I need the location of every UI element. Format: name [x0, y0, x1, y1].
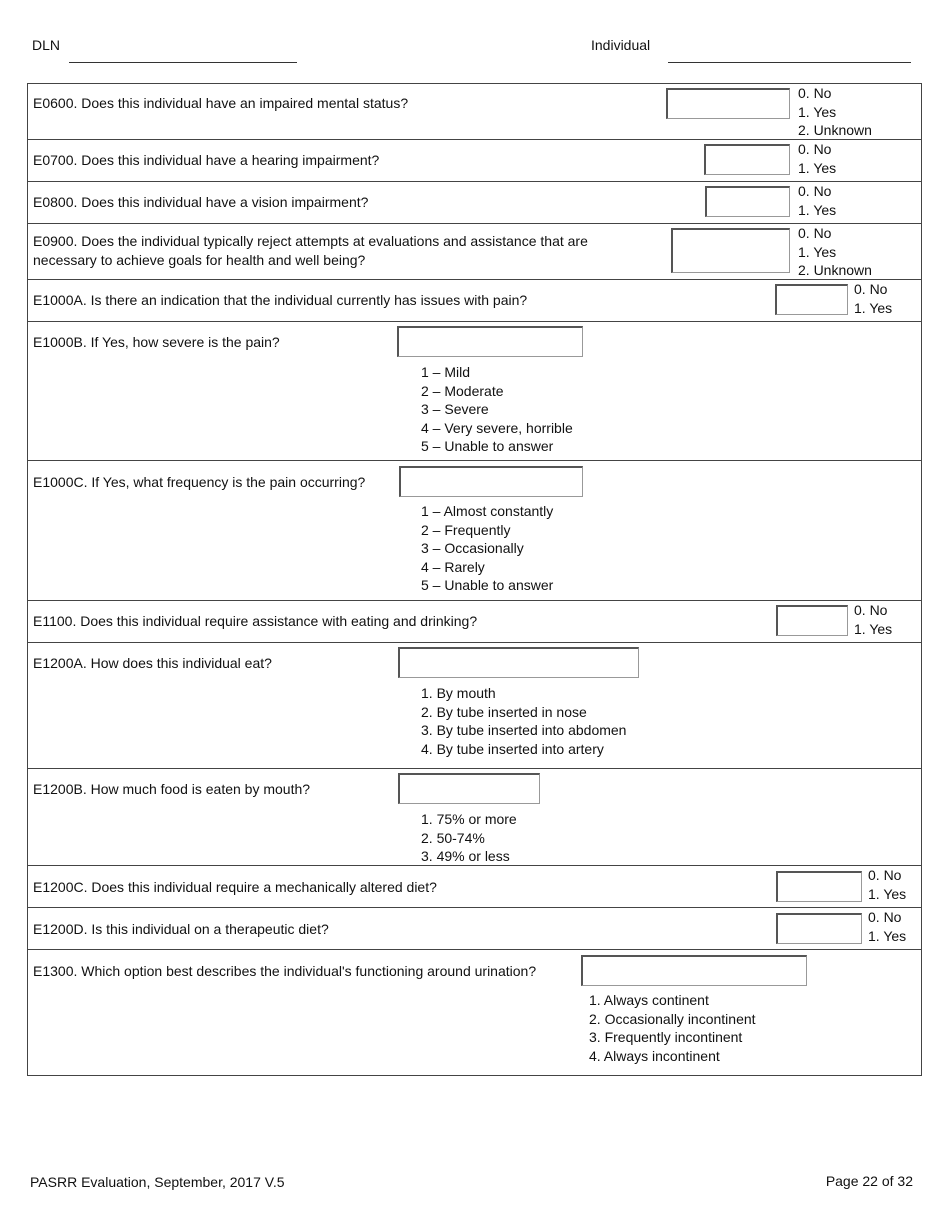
question-row-e1200b: [27, 768, 922, 866]
answer-input-e1000a[interactable]: [775, 284, 848, 315]
answer-input-e1200a[interactable]: [398, 647, 639, 678]
question-text: E0600. Does this individual have an impaired mental status?: [33, 95, 409, 111]
answer-options: 1. 75% or more 2. 50-74% 3. 49% or less: [421, 811, 517, 865]
question-row-e0900: [27, 223, 922, 280]
dln-label: DLN: [32, 37, 61, 53]
question-row-e1200d: [27, 907, 922, 950]
question-row-e1000b: [27, 321, 922, 461]
answer-input-e1200b[interactable]: [398, 773, 540, 804]
answer-input-e1300[interactable]: [581, 955, 807, 986]
question-row-e0600: [27, 83, 922, 140]
question-text: E0800. Does this individual have a vision impairment?: [33, 194, 369, 210]
question-text: E1000B. If Yes, how severe is the pain?: [33, 334, 280, 350]
page-number: Page 22 of 32: [825, 1173, 913, 1189]
question-row-e0700: [27, 139, 922, 182]
answer-input-e1000c[interactable]: [399, 466, 583, 497]
question-text: E1200B. How much food is eaten by mouth?: [33, 781, 311, 797]
question-row-e1300: [27, 949, 922, 1076]
question-text: E1200A. How does this individual eat?: [33, 655, 272, 671]
answer-options: 1. By mouth 2. By tube inserted in nose 3. By tube inserted into abdomen 4. By tube inserted into artery: [421, 685, 627, 757]
answer-input-e1000b[interactable]: [397, 326, 583, 357]
question-row-e1200a: [27, 642, 922, 769]
answer-input-e1200d[interactable]: [776, 913, 862, 944]
answer-options: 1 – Mild 2 – Moderate 3 – Severe 4 – Very severe, horrible 5 – Unable to answer: [421, 364, 573, 455]
answer-options: 1 – Almost constantly 2 – Frequently 3 – Occasionally 4 – Rarely 5 – Unable to answer: [421, 503, 554, 594]
answer-input-e1200c[interactable]: [776, 871, 862, 902]
question-row-e1200c: [27, 865, 922, 908]
question-row-e0800: [27, 181, 922, 224]
question-text: E0900. Does the individual typically reject attempts at evaluations and assistance that are necessary to achieve goals for health and well being?: [33, 233, 588, 268]
question-text: E1100. Does this individual require assistance with eating and drinking?: [33, 613, 478, 629]
question-text: E0700. Does this individual have a hearing impairment?: [33, 152, 380, 168]
answer-input-e0800[interactable]: [705, 186, 790, 217]
answer-input-e0900[interactable]: [671, 228, 790, 273]
answer-input-e0700[interactable]: [704, 144, 790, 175]
question-row-e1000a: [27, 279, 922, 322]
answer-input-e1100[interactable]: [776, 605, 848, 636]
question-row-e1100: [27, 600, 922, 643]
answer-options: 1. Always continent 2. Occasionally incontinent 3. Frequently incontinent 4. Always incontinent: [589, 992, 756, 1064]
document-title: PASRR Evaluation, September, 2017 V.5: [30, 1174, 285, 1190]
answer-options: 0. No 1. Yes 2. Unknown: [798, 85, 872, 139]
answer-options: 0. No 1. Yes: [868, 909, 907, 944]
answer-options: 0. No 1. Yes: [868, 867, 907, 902]
individual-label: Individual: [591, 37, 651, 53]
question-text: E1200C. Does this individual require a mechanically altered diet?: [33, 879, 437, 895]
individual-field[interactable]: [668, 62, 911, 63]
answer-options: 0. No 1. Yes: [798, 141, 837, 176]
answer-input-e0600[interactable]: [666, 88, 790, 119]
dln-field[interactable]: [69, 62, 297, 63]
question-row-e1000c: [27, 460, 922, 601]
answer-options: 0. No 1. Yes 2. Unknown: [798, 225, 872, 279]
question-text: E1000A. Is there an indication that the individual currently has issues with pain?: [33, 292, 528, 308]
question-text: E1200D. Is this individual on a therapeutic diet?: [33, 921, 329, 937]
answer-options: 0. No 1. Yes: [798, 183, 837, 218]
question-text: E1000C. If Yes, what frequency is the pain occurring?: [33, 474, 366, 490]
answer-options: 0. No 1. Yes: [854, 602, 893, 637]
answer-options: 0. No 1. Yes: [854, 281, 893, 316]
question-text: E1300. Which option best describes the individual's functioning around urination?: [33, 963, 537, 979]
